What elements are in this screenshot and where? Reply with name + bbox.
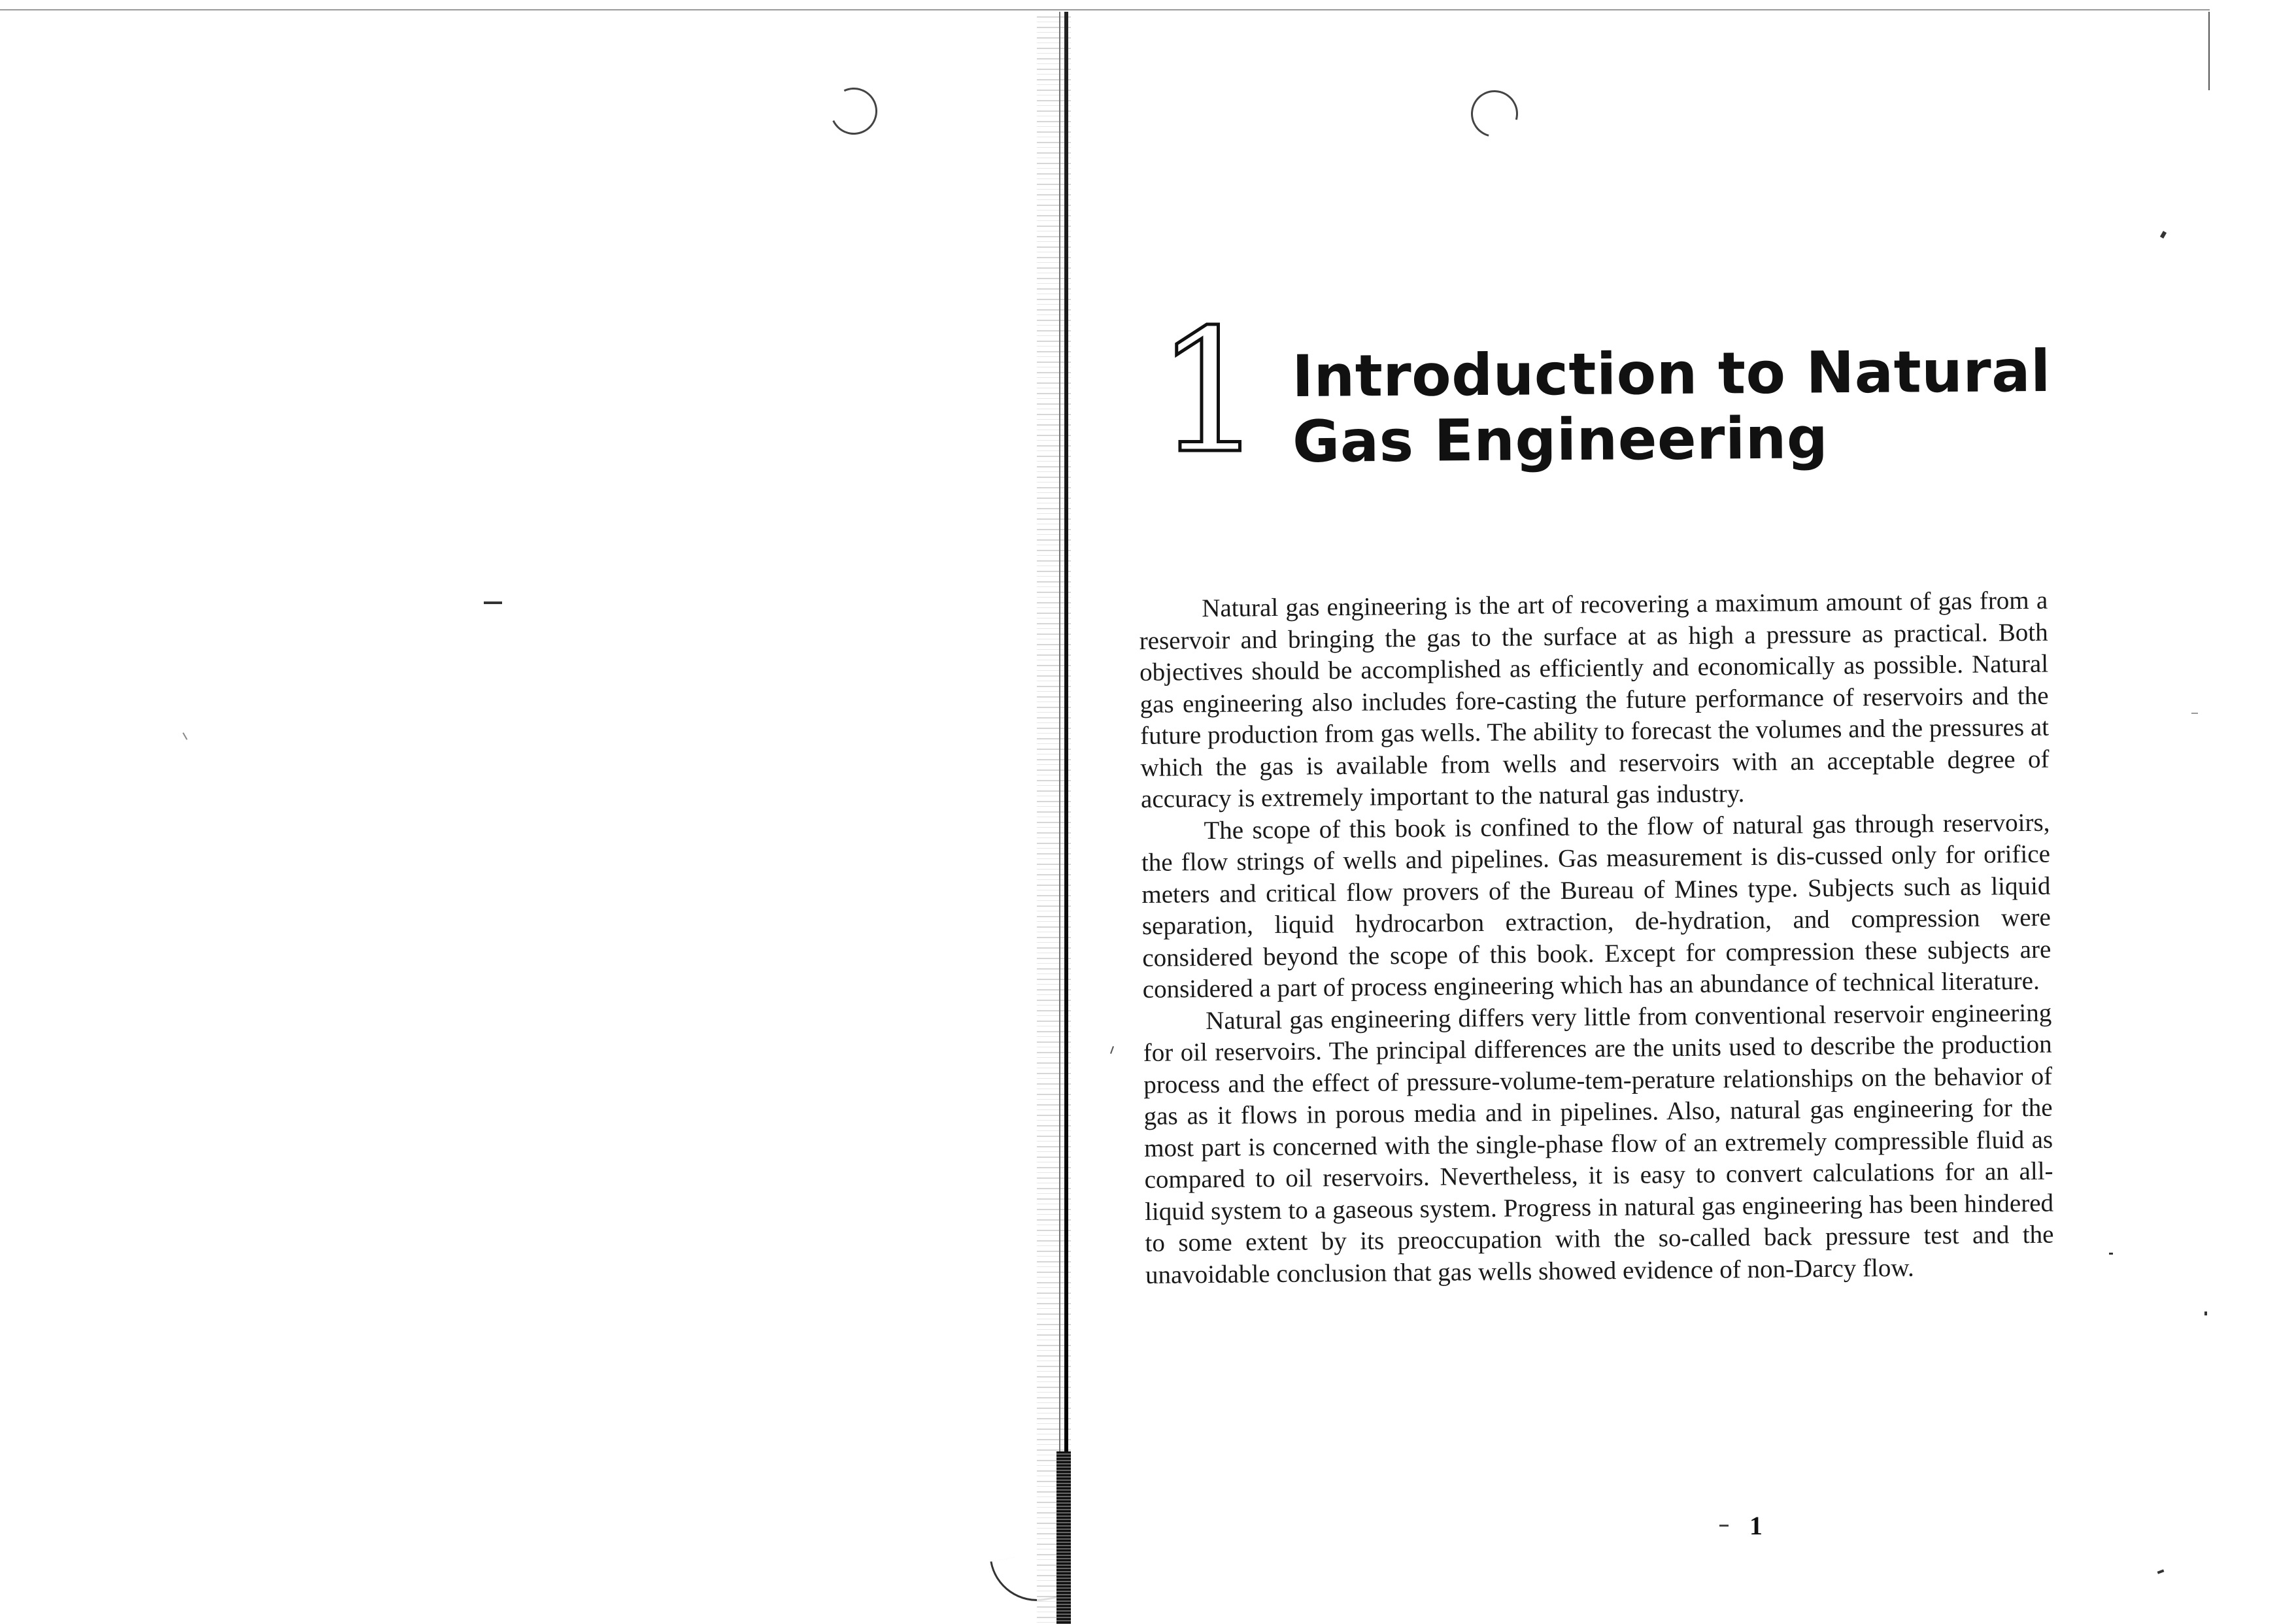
paragraph-2: The scope of this book is confined to the flow of natural gas through reservoirs, the flow strings of wells and pipelines. Gas measurement is dis-cussed only for orifice meters and critical flow provers of the Bureau of Mines type. Subjects such as liquid separation, liquid hydrocarbon extraction, de-hydration, and compression were considered beyond the scope of this book. Except for compression these subjects are considered a part of process engineering which has an abundance of technical literature. <box>1141 808 2051 1004</box>
chapter-title <box>1292 339 2051 475</box>
scan-speck <box>182 732 188 739</box>
punch-hole-left <box>824 81 884 141</box>
page-number: 1 <box>1749 1511 1763 1540</box>
binding-edge <box>1064 12 1068 1624</box>
scan-speck <box>2204 1311 2207 1315</box>
chapter-title-line-2: Gas Engineering <box>1292 404 1829 475</box>
page-number-dash <box>1719 1525 1729 1527</box>
paragraph-1: Natural gas engineering is the art of recovering a maximum amount of gas from a reservoir and bringing the gas to the surface at as high a pressure as practical. Both objectives should be accomplished as efficiently and economically as possible. Natural gas engineering also includes fore-casting the future performance of reservoirs and the future production from gas wells. The ability to forecast the volumes and the pressures at which the gas is available from wells and reservoirs with an acceptable degree of accuracy is extremely important to the natural gas industry. <box>1139 586 2050 813</box>
left-page-blank <box>0 0 1053 1624</box>
binding-edge-thin <box>1059 12 1060 1624</box>
right-page <box>1072 0 2210 1624</box>
punch-hole-right <box>1462 82 1527 146</box>
paragraph-3: Natural gas engineering differs very little from conventional reservoir engineering for oil reservoirs. The principal differences are the units used to describe the production process and the effect of pressure-volume-tem-perature relationships on the behavior of gas as it flows in porous media and in pipelines. Also, natural gas engineering for the most part is concerned with the single-phase flow of an extremely compressible fluid as compared to oil reservoirs. Nevertheless, it is easy to convert calculations for an all-liquid system to a gaseous system. Progress in natural gas engineering has been hindered to some extent by its preoccupation with the so-called back pressure test and the unavoidable conclusion that gas wells showed evidence of non-Darcy flow. <box>1143 998 2054 1289</box>
scan-speck <box>2191 713 2198 714</box>
scan-speck <box>2109 1253 2113 1255</box>
chapter-number: 1 <box>1156 294 1264 491</box>
scan-speck <box>484 601 502 604</box>
chapter-title-line-1: Introduction to Natural <box>1291 337 2051 410</box>
body-text <box>1139 585 2054 1291</box>
binding-edge-heavy <box>1056 1451 1071 1624</box>
